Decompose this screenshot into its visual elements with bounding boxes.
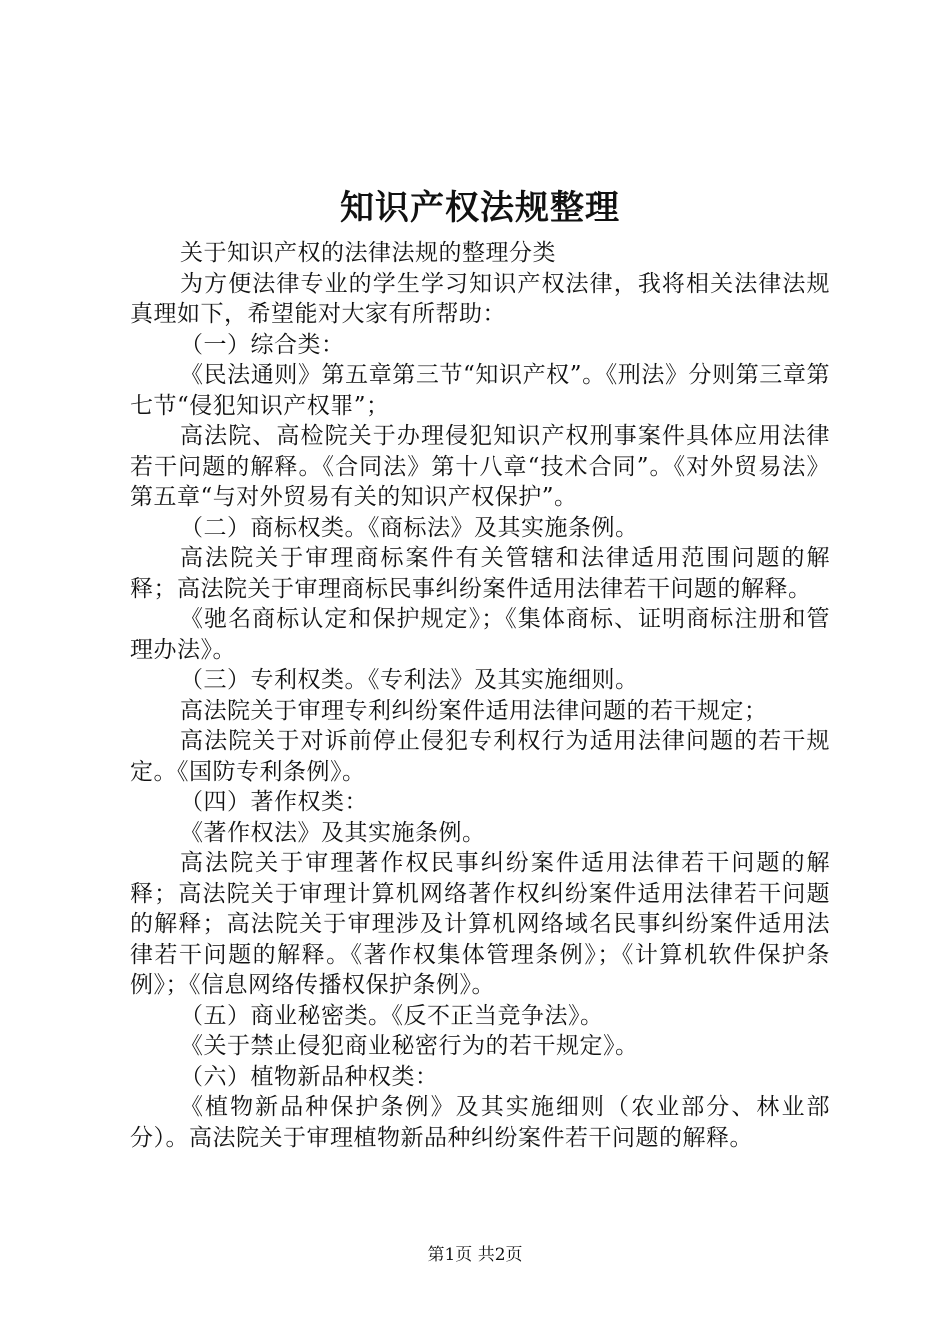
heading-general: （一）综合类： <box>180 331 345 358</box>
paragraph-general-2: 高法院、高检院关于办理侵犯知识产权刑事案件具体应用法律若干问题的解释。《合同法》第十八章“技术合同”。《对外贸易法》第五章“与对外贸易有关的知识产权保护”。 <box>130 423 830 510</box>
paragraph-intro: 关于知识产权的法律法规的整理分类 <box>180 240 556 266</box>
paragraph-copyright-2: 高法院关于审理著作权民事纠纷案件适用法律若干问题的解释；高法院关于审理计算机网络著作权纠纷案件适用法律若干问题的解释；高法院关于审理涉及计算机网络域名民事纠纷案件适用法律若干问题的解释。《著作权集体管理条例》；《计算机软件保护条例》；《信息网络传播权保护条例》。 <box>130 850 830 998</box>
paragraph-plant-variety: 《植物新品种保护条例》及其实施细则（农业部分、林业部分）。高法院关于审理植物新品种纠纷案件若干问题的解释。 <box>130 1094 830 1151</box>
paragraph-patent-2: 高法院关于对诉前停止侵犯专利权行为适用法律问题的若干规定。《国防专利条例》。 <box>130 728 830 785</box>
heading-patent: （三）专利权类。《专利法》及其实施细则。 <box>180 667 639 693</box>
heading-plant-variety: （六）植物新品种权类： <box>180 1063 439 1090</box>
paragraph-trade-secret: 《关于禁止侵犯商业秘密行为的若干规定》。 <box>180 1033 639 1059</box>
document-body <box>130 178 830 1153</box>
paragraph-trademark-1: 高法院关于审理商标案件有关管辖和法律适用范围问题的解释；高法院关于审理商标民事纠纷案件适用法律若干问题的解释。 <box>130 545 830 602</box>
heading-copyright: （四）著作权类： <box>180 789 368 815</box>
page-footer: 第1页 共2页 <box>427 1245 523 1265</box>
paragraph-trademark-2: 《驰名商标认定和保护规定》；《集体商标、证明商标注册和管理办法》。 <box>130 606 830 663</box>
paragraph-patent-1: 高法院关于审理专利纠纷案件适用法律问题的若干规定； <box>180 697 768 724</box>
paragraph-general-1: 《民法通则》第五章第三节“知识产权”。《刑法》分则第三章第七节“侵犯知识产权罪”； <box>130 362 830 419</box>
document-title: 知识产权法规整理 <box>340 188 620 228</box>
paragraph-purpose: 为方便法律专业的学生学习知识产权法律，我将相关法律法规真理如下，希望能对大家有所帮助： <box>130 270 830 327</box>
paragraph-copyright-1: 《著作权法》及其实施条例。 <box>180 819 486 846</box>
heading-trade-secret: （五）商业秘密类。《反不正当竞争法》。 <box>180 1002 604 1029</box>
heading-trademark: （二）商标权类。《商标法》及其实施条例。 <box>180 514 639 541</box>
